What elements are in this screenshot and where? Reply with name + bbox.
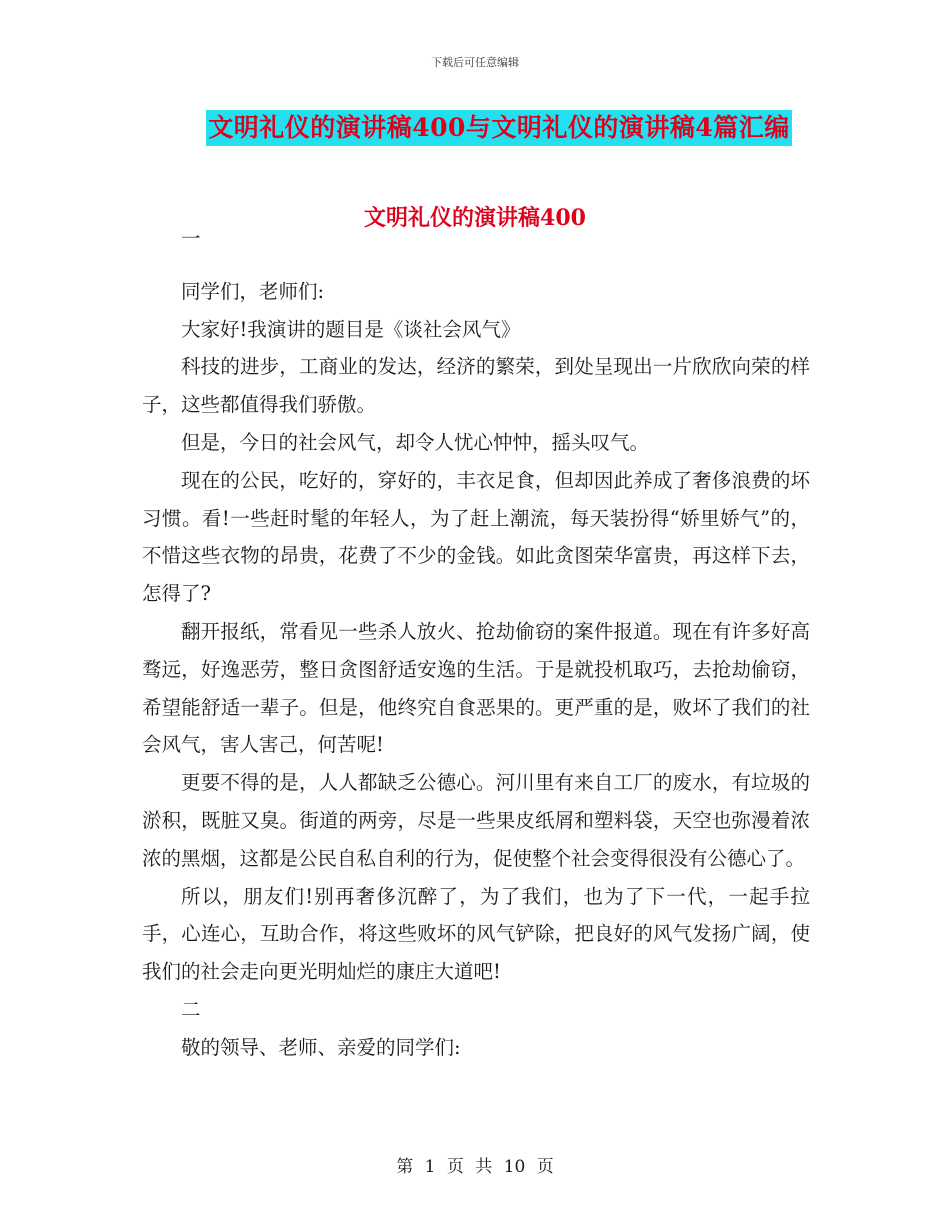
paragraph-salutation: 敬的领导、老师、亲爱的同学们: — [181, 1035, 461, 1059]
document-body — [142, 220, 810, 1067]
paragraph-section-marker-2: 二 — [181, 997, 201, 1021]
document-title: 文明礼仪的演讲稿400与文明礼仪的演讲稿4篇汇编 — [206, 110, 792, 146]
paragraph-section-marker-1: 一 — [181, 227, 201, 250]
paragraph-salutation: 同学们，老师们: — [181, 279, 325, 303]
paragraph-greeting: 大家好!我演讲的题目是《谈社会风气》 — [181, 317, 521, 341]
paragraph: 所以，朋友们!别再奢侈沉醉了，为了我们，也为了下一代，一起手拉手，心连心，互助合作，将这些败坏的风气铲除，把良好的风气发扬广阔，使我们的社会走向更光明灿烂的康庄大道吧! — [142, 884, 810, 984]
section-title: 文明礼仪的演讲稿400 — [364, 205, 586, 231]
header-note: 下载后可任意编辑 — [431, 56, 519, 69]
paragraph: 现在的公民，吃好的，穿好的，丰衣足食，但却因此养成了奢侈浪费的坏习惯。看!一些赶时髦的年轻人，为了赶上潮流，每天装扮得“娇里娇气”的，不惜这些衣物的昂贵，花费了不少的金钱。如此贪图荣华富贵，再这样下去，怎得了? — [142, 468, 810, 606]
page-footer: 第 1 页 共 10 页 — [396, 1157, 554, 1177]
paragraph: 更要不得的是，人人都缺乏公德心。河川里有来自工厂的废水，有垃圾的淤积，既脏又臭。街道的两旁，尽是一些果皮纸屑和塑料袋，天空也弥漫着浓浓的黑烟，这都是公民自私自利的行为，促使整个社会变得很没有公德心了。 — [142, 771, 810, 870]
paragraph: 翻开报纸，常看见一些杀人放火、抢劫偷窃的案件报道。现在有许多好高骛远，好逸恶劳，整日贪图舒适安逸的生活。于是就投机取巧，去抢劫偷窃，希望能舒适一辈子。但是，他终究自食恶果的。更严重的是，败坏了我们的社会风气，害人害己，何苦呢! — [142, 619, 810, 757]
paragraph: 但是，今日的社会风气，却令人忧心忡忡，摇头叹气。 — [181, 430, 650, 454]
document-title-block — [0, 110, 950, 146]
paragraph: 科技的进步，工商业的发达，经济的繁荣，到处呈现出一片欣欣向荣的样子，这些都值得我们骄傲。 — [142, 355, 810, 417]
